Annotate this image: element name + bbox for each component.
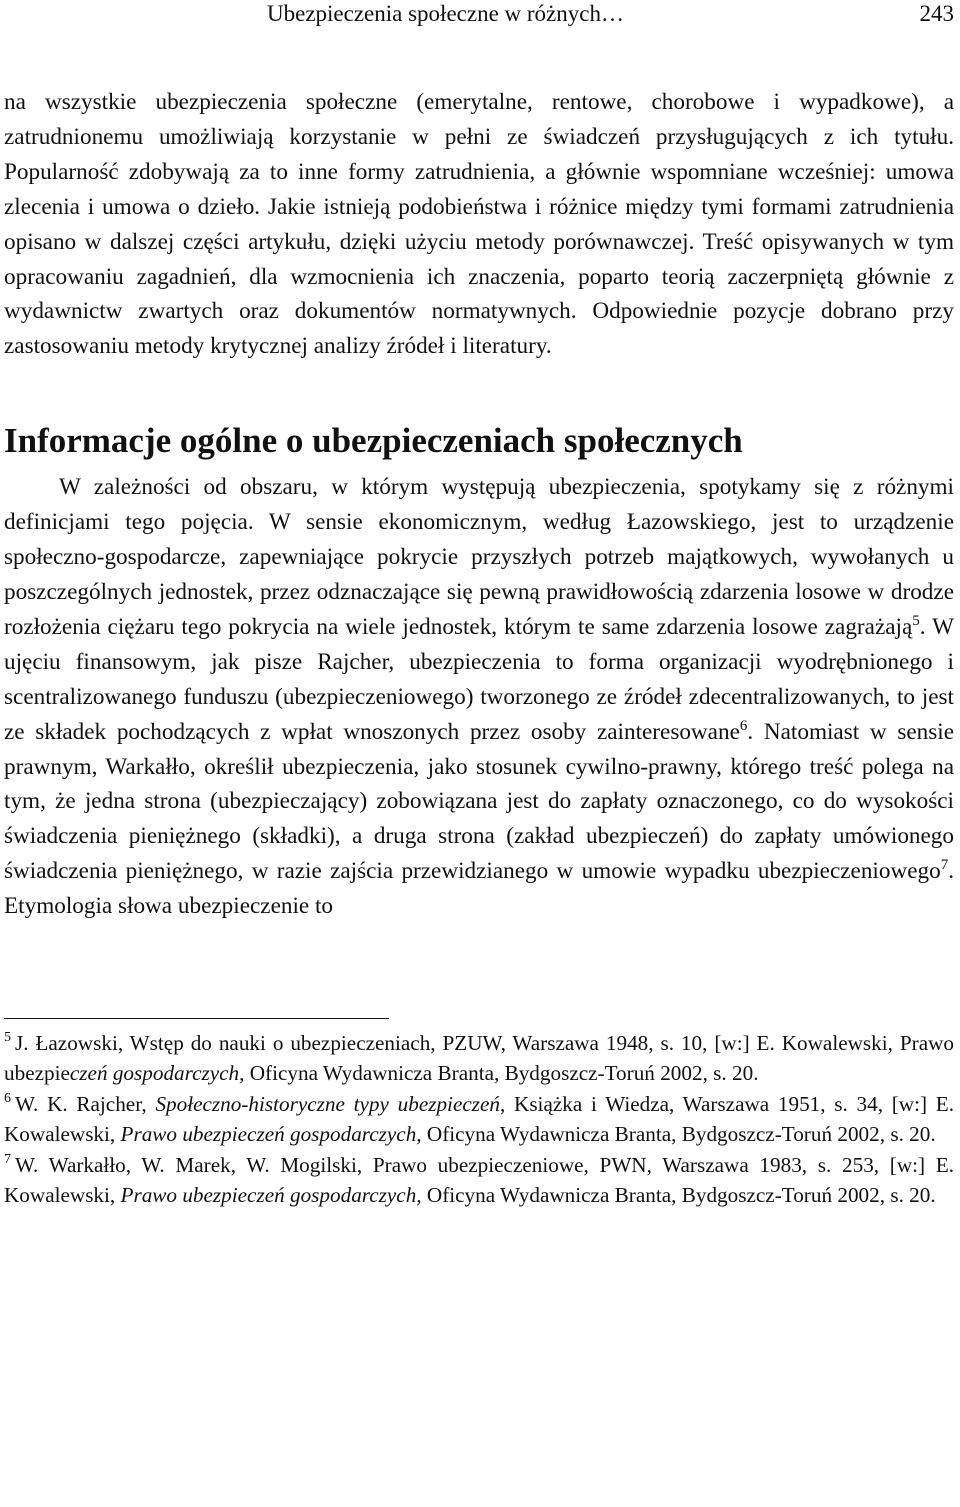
footnote-text: Oficyna Wydawnicza Branta, Bydgoszcz-Toruń 2002, s. 20. — [244, 1061, 759, 1086]
body-text-part-3: . Natomiast w sensie prawnym, Warkałło, określił ubezpieczenia, jako stosunek cywilno-prawny, którego treść polega na tym, że jedna strona (ubezpieczający) zobowiązana jest do zapłaty oznaczonego, co do wysokości świadczenia pieniężnego (składki), a druga strona (zakład ubezpieczeń) do zapłaty umówionego świadczenia pieniężnego, w razie zajścia przewidzianego w umowie wypadku ubezpieczeniowego — [4, 718, 954, 885]
footnote-text: Oficyna Wydawnicza Branta, Bydgoszcz-Toruń 2002, s. 20. — [421, 1122, 936, 1147]
section-heading: Informacje ogólne o ubezpieczeniach społecznych — [4, 421, 743, 461]
footnote-text: , Książka i Wiedza, Warszawa 1951, s. 34, [w:] E. Kowalewski, — [4, 1091, 954, 1147]
body-text-part-4: . Etymologia słowa ubezpieczenie to — [4, 858, 954, 920]
intro-paragraph: na wszystkie ubezpieczenia społeczne (emerytalne, rentowe, chorobowe i wypadkowe), a zatrudnionemu umożliwiają korzystanie w pełni ze świadczeń przysługujących z ich tytułu. Popularność zdobywają za to inne formy zatrudnienia, a głównie wspomniane wcześniej: umowa zlecenia i umowa o dzieło. Jakie istnieją podobieństwa i różnice między tymi formami zatrudnienia opisano w dalszej części artykułu, dzięki użyciu metody porównawczej. Treść opisywanych w tym opracowaniu zagadnień, dla wzmocnienia ich znaczenia, poparto teorią zaczerpniętą głównie z wydawnictw zwartych oraz dokumentów normatywnych. Odpowiednie pozycje dobrano przy zastosowaniu metody krytycznej analizy źródeł i literatury. — [4, 89, 954, 360]
section-body-paragraph — [4, 470, 954, 924]
body-text-part-1: W zależności od obszaru, w którym występują ubezpieczenia, spotykamy się z różnymi definicjami tego pojęcia. W sensie ekonomicznym, według Łazowskiego, jest to urządzenie społeczno-gospodarcze, zapewniające pokrycie przyszłych potrzeb majątkowych, wywołanych u poszczególnych jednostek, przez odznaczające się pewną prawidłowością zdarzenia losowe w drodze rozłożenia ciężaru tego pokrycia na wiele jednostek, którym te same zdarzenia losowe zagrażają — [4, 474, 954, 640]
footnote-italic-title: czeń gospodarczych, — [69, 1061, 245, 1086]
page-number: 243 — [919, 1, 954, 26]
footnote-number: 6 — [4, 1090, 11, 1106]
document-page — [4, 0, 954, 1507]
footnote-number: 5 — [4, 1030, 11, 1046]
footnote-7 — [4, 1150, 954, 1211]
footnote-text: J. Łazowski, Wstęp do nauki o ubezpieczeniach, PZUW, Warszawa 1948, s. 10, [w:] E. Kowalewski, Prawo ubezpie — [4, 1031, 954, 1086]
footnote-number: 7 — [4, 1151, 11, 1167]
footnote-text: W. K. Rajcher, — [15, 1091, 156, 1116]
footnote-italic-title: Społeczno-historyczne typy ubezpieczeń — [155, 1091, 500, 1116]
footnote-italic-title: Prawo ubezpieczeń gospodarczych, — [120, 1122, 422, 1147]
footnote-reference-6[interactable]: 6 — [739, 717, 748, 734]
footnote-6 — [4, 1089, 954, 1150]
footnote-text: Oficyna Wydawnicza Branta, Bydgoszcz-Toruń 2002, s. 20. — [421, 1183, 936, 1208]
body-text-part-2: . W ujęciu finansowym, jak pisze Rajcher, ubezpieczenia to forma organizacji wyodrębnionego i scentralizowanego funduszu (ubezpieczeniowego) tworzonego ze źródeł zdecentralizowanych, to jest ze składek pochodzących z wpłat wnoszonych przez osoby zainteresowane — [4, 613, 954, 745]
footnote-reference-7[interactable]: 7 — [940, 857, 949, 874]
footnote-text: W. Warkałło, W. Marek, W. Mogilski, Prawo ubezpieczeniowe, PWN, Warszawa 1983, s. 253, [w:] E. Kowalewski, — [4, 1152, 954, 1208]
footnote-italic-title: Prawo ubezpieczeń gospodarczych, — [120, 1183, 422, 1208]
running-title: Ubezpieczenia społeczne w różnych… — [267, 1, 624, 26]
footnote-reference-5[interactable]: 5 — [912, 612, 920, 629]
footnote-separator — [4, 1018, 389, 1019]
running-header — [4, 0, 954, 30]
footnote-5 — [4, 1028, 954, 1089]
